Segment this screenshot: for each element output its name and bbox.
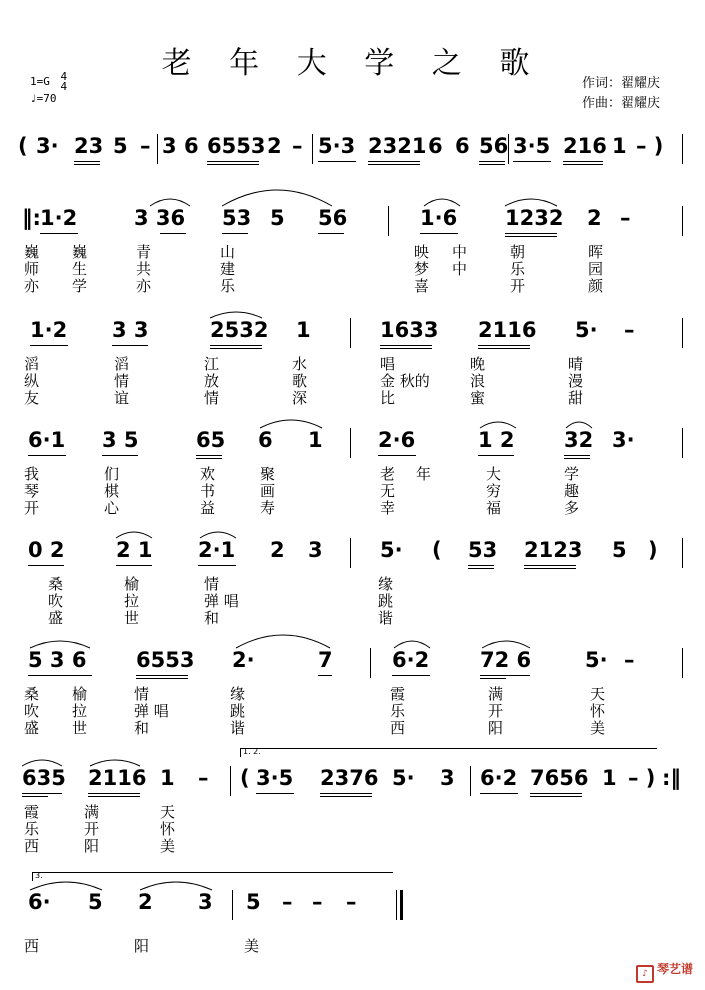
lyric-verse-2: 纵 情 放 歌 金 秋的 浪 漫 <box>24 372 584 390</box>
lyric-verse-1: 桑 榆 情 缘 <box>48 575 394 593</box>
song-title: 老 年 大 学 之 歌 <box>161 46 544 81</box>
qinyipu-logo-icon: ♪ <box>636 965 654 983</box>
composer-credit: 作曲：翟耀庆 <box>582 96 661 111</box>
lyrics-row-7 <box>24 938 324 955</box>
lyric-verse-2: 吹 拉 弹 唱 跳 <box>48 592 394 610</box>
key-tempo-block <box>30 72 67 105</box>
lyrics-row-2 <box>24 356 664 407</box>
lyric-verse-3: 盛 世 和 谐 西 阳 美 <box>24 719 606 737</box>
volta-3: 3. <box>32 872 393 881</box>
lyric-verse-2: 乐 开 怀 <box>24 820 176 838</box>
lyricist-credit: 作词：翟耀庆 <box>582 76 661 91</box>
lyric-verse-1: 霞 满 天 <box>24 803 176 821</box>
lyric-verse-3: 盛 世 和 谐 <box>48 609 394 627</box>
lyric-verse-2: 吹 拉 弹 唱 跳 乐 开 怀 <box>24 702 606 720</box>
lyric-verse-1: 巍 巍 青 山 映 中 朝 晖 <box>24 243 604 261</box>
lyric-verse-2: 师 生 共 建 梦 中 乐 园 <box>24 260 604 278</box>
lyrics-row-5 <box>24 686 664 737</box>
intro-notation: ( <box>18 134 28 158</box>
lyric-verse-2: 琴 棋 书 画 无 穷 趣 <box>24 482 580 500</box>
credits <box>582 74 660 114</box>
time-signature-top: 4 <box>60 70 68 83</box>
lyric-verse-3: 亦 学 亦 乐 喜 开 颜 <box>24 277 604 295</box>
lyric-verse-3: 西 阳 美 <box>24 837 176 855</box>
lyrics-row-1 <box>24 244 664 295</box>
lyric-verse-1: 桑 榆 情 缘 霞 满 天 <box>24 685 606 703</box>
time-signature <box>61 72 68 92</box>
watermark-text: 琴艺谱 <box>657 962 694 976</box>
lyric-verse-1: 滔 滔 江 水 唱 晚 晴 <box>24 355 584 373</box>
lyrics-row-4 <box>48 576 648 627</box>
lyric-verse-3: 开 心 益 寿 幸 福 多 <box>24 499 580 517</box>
lyric-verse-1: 我 们 欢 聚 老 年 大 学 <box>24 465 580 483</box>
lyrics-row-6 <box>24 804 324 855</box>
tempo-marking: ♩=70 <box>30 92 57 105</box>
key-signature: 1=G <box>30 75 50 88</box>
lyrics-row-3 <box>24 466 664 517</box>
time-signature-bottom: 4 <box>60 80 68 93</box>
volta-1-2: 1. 2. <box>240 748 657 757</box>
intro-line: ( 3· 23 5 – 3 6 6553 2 – 5·3 2321 6 6 56 3·5 216 1 – ) <box>0 134 705 164</box>
lyric-verse-1: 西 阳 美 <box>24 937 260 955</box>
lyric-verse-3: 友 谊 情 深 比 蜜 甜 <box>24 389 584 407</box>
watermark <box>636 960 693 983</box>
